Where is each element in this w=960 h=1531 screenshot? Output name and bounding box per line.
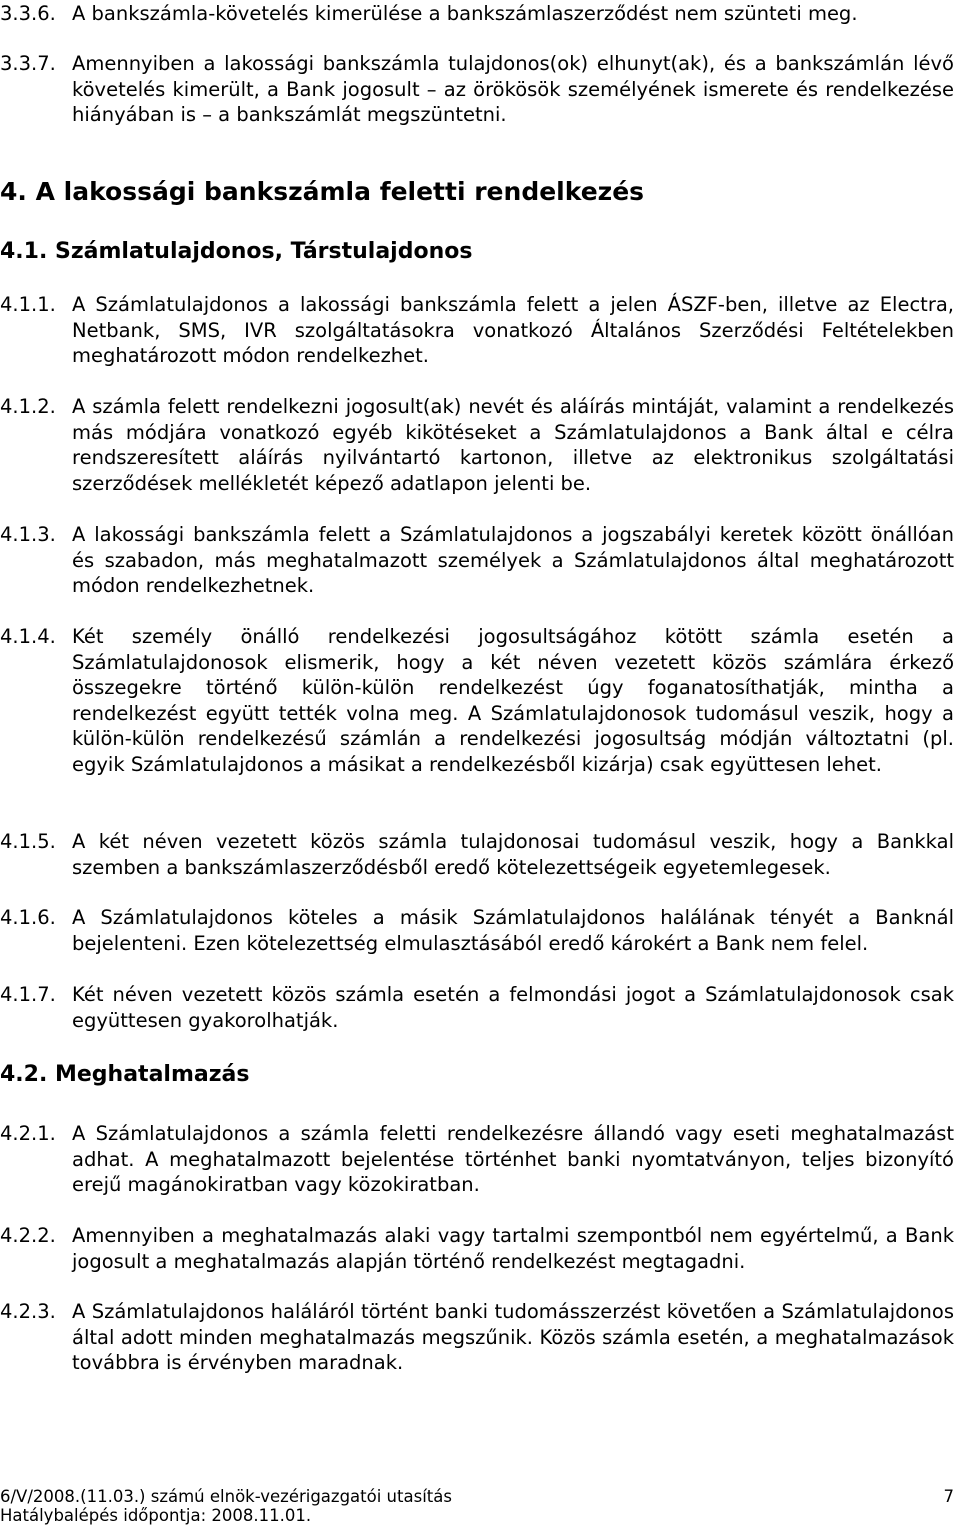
paragraph-text: Amennyiben a lakossági bankszámla tulajdonos(ok) elhunyt(ak), és a bankszámlán lévő követelés kimerült, a Bank jogosult – az örökösök személyének ismerete és rendelkezése hiányában is – a bankszámlát megszüntetni. <box>72 52 954 126</box>
paragraph-number: 3.3.7. <box>0 52 56 75</box>
paragraph-3-3-7 <box>0 51 954 128</box>
paragraph-text: A Számlatulajdonos a lakossági bankszámla felett a jelen ÁSZF-ben, illetve az Electra, Netbank, SMS, IVR szolgáltatásokra vonatkozó Általános Szerződési Feltételekben meghatározott módon rendelkezhet. <box>72 293 954 367</box>
paragraph-text: A Számlatulajdonos haláláról történt banki tudomásszerzést követően a Számlatulajdonos által adott minden meghatalmazás megszűnik. Közös számla esetén, a meghatalmazások továbbra is érvényben maradnak. <box>72 1300 954 1374</box>
paragraph-4-1-3 <box>0 522 954 599</box>
paragraph-text: Amennyiben a meghatalmazás alaki vagy tartalmi szempontból nem egyértelmű, a Bank jogosult a meghatalmazás alapján történő rendelkezést megtagadni. <box>72 1224 954 1273</box>
paragraph-4-2-2 <box>0 1223 954 1274</box>
paragraph-number: 4.1.2. <box>0 395 56 418</box>
section-heading-4-2: 4.2. Meghatalmazás <box>0 1062 250 1087</box>
paragraph-text: Két néven vezetett közös számla esetén a felmondási jogot a Számlatulajdonosok csak együttesen gyakorolhatják. <box>72 983 954 1032</box>
paragraph-4-1-7 <box>0 982 954 1033</box>
paragraph-text: A bankszámla-követelés kimerülése a bankszámlaszerződést nem szünteti meg. <box>72 2 858 25</box>
paragraph-4-1-6 <box>0 905 954 956</box>
paragraph-4-2-1 <box>0 1121 954 1198</box>
paragraph-3-3-6 <box>0 1 954 27</box>
paragraph-text: A Számlatulajdonos köteles a másik Számlatulajdonos halálának tényét a Banknál bejelenteni. Ezen kötelezettség elmulasztásából eredő károkért a Bank nem felel. <box>72 906 954 955</box>
paragraph-text: Két személy önálló rendelkezési jogosultságához kötött számla esetén a Számlatulajdonosok elismerik, hogy a két néven vezetett közös számlára érkező összegekre történő külön-külön rendelkezést úgy foganatosíthatják, mintha a rendelkezést együtt tették volna meg. A Számlatulajdonosok tudomásul veszik, hogy a külön-külön rendelkezésű számlán a rendelkezési jogosultság módján változtatni (pl. egyik Számlatulajdonos a másikat a rendelkezésből kizárja) csak együttesen lehet. <box>72 625 954 776</box>
page-number: 7 <box>943 1487 954 1506</box>
paragraph-text: A két néven vezetett közös számla tulajdonosai tudomásul veszik, hogy a Bankkal szemben a bankszámlaszerződésből eredő kötelezettségeik egyetemlegesek. <box>72 830 954 879</box>
paragraph-number: 4.2.1. <box>0 1122 56 1145</box>
paragraph-number: 4.1.1. <box>0 293 56 316</box>
paragraph-text: A számla felett rendelkezni jogosult(ak) nevét és aláírás mintáját, valamint a rendelkezés más módjára vonatkozó egyéb kikötéseket a Számlatulajdonos a Bank által e célra rendszeresített aláírás nyilvántartó kartonon, illetve az elektronikus szolgáltatási szerződések mellékletét képező adatlapon jelenti be. <box>72 395 954 495</box>
paragraph-4-2-3 <box>0 1299 954 1376</box>
paragraph-number: 4.2.3. <box>0 1300 56 1323</box>
paragraph-4-1-1 <box>0 292 954 369</box>
paragraph-number: 4.1.5. <box>0 830 56 853</box>
paragraph-4-1-5 <box>0 829 954 880</box>
paragraph-number: 4.2.2. <box>0 1224 56 1247</box>
page-footer <box>0 1487 954 1525</box>
paragraph-number: 4.1.4. <box>0 625 56 648</box>
paragraph-4-1-2 <box>0 394 954 496</box>
paragraph-text: A lakossági bankszámla felett a Számlatulajdonos a jogszabályi keretek között önállóan és szabadon, más meghatalmazott személyek a Számlatulajdonos által meghatározott módon rendelkezhetnek. <box>72 523 954 597</box>
paragraph-number: 4.1.3. <box>0 523 56 546</box>
paragraph-4-1-4 <box>0 624 954 777</box>
footer-regulation-line: 6/V/2008.(11.03.) számú elnök-vezérigazgatói utasítás <box>0 1487 452 1506</box>
section-heading-4: 4. A lakossági bankszámla feletti rendelkezés <box>0 177 645 206</box>
section-heading-4-1: 4.1. Számlatulajdonos, Társtulajdonos <box>0 239 473 264</box>
paragraph-text: A Számlatulajdonos a számla feletti rendelkezésre állandó vagy eseti meghatalmazást adhat. A meghatalmazott bejelentése történhet banki nyomtatványon, teljes bizonyító erejű magánokiratban vagy közokiratban. <box>72 1122 954 1196</box>
footer-effective-date-line: Hatálybalépés időpontja: 2008.11.01. <box>0 1506 312 1525</box>
paragraph-number: 4.1.6. <box>0 906 56 929</box>
paragraph-number: 4.1.7. <box>0 983 56 1006</box>
paragraph-number: 3.3.6. <box>0 2 56 25</box>
